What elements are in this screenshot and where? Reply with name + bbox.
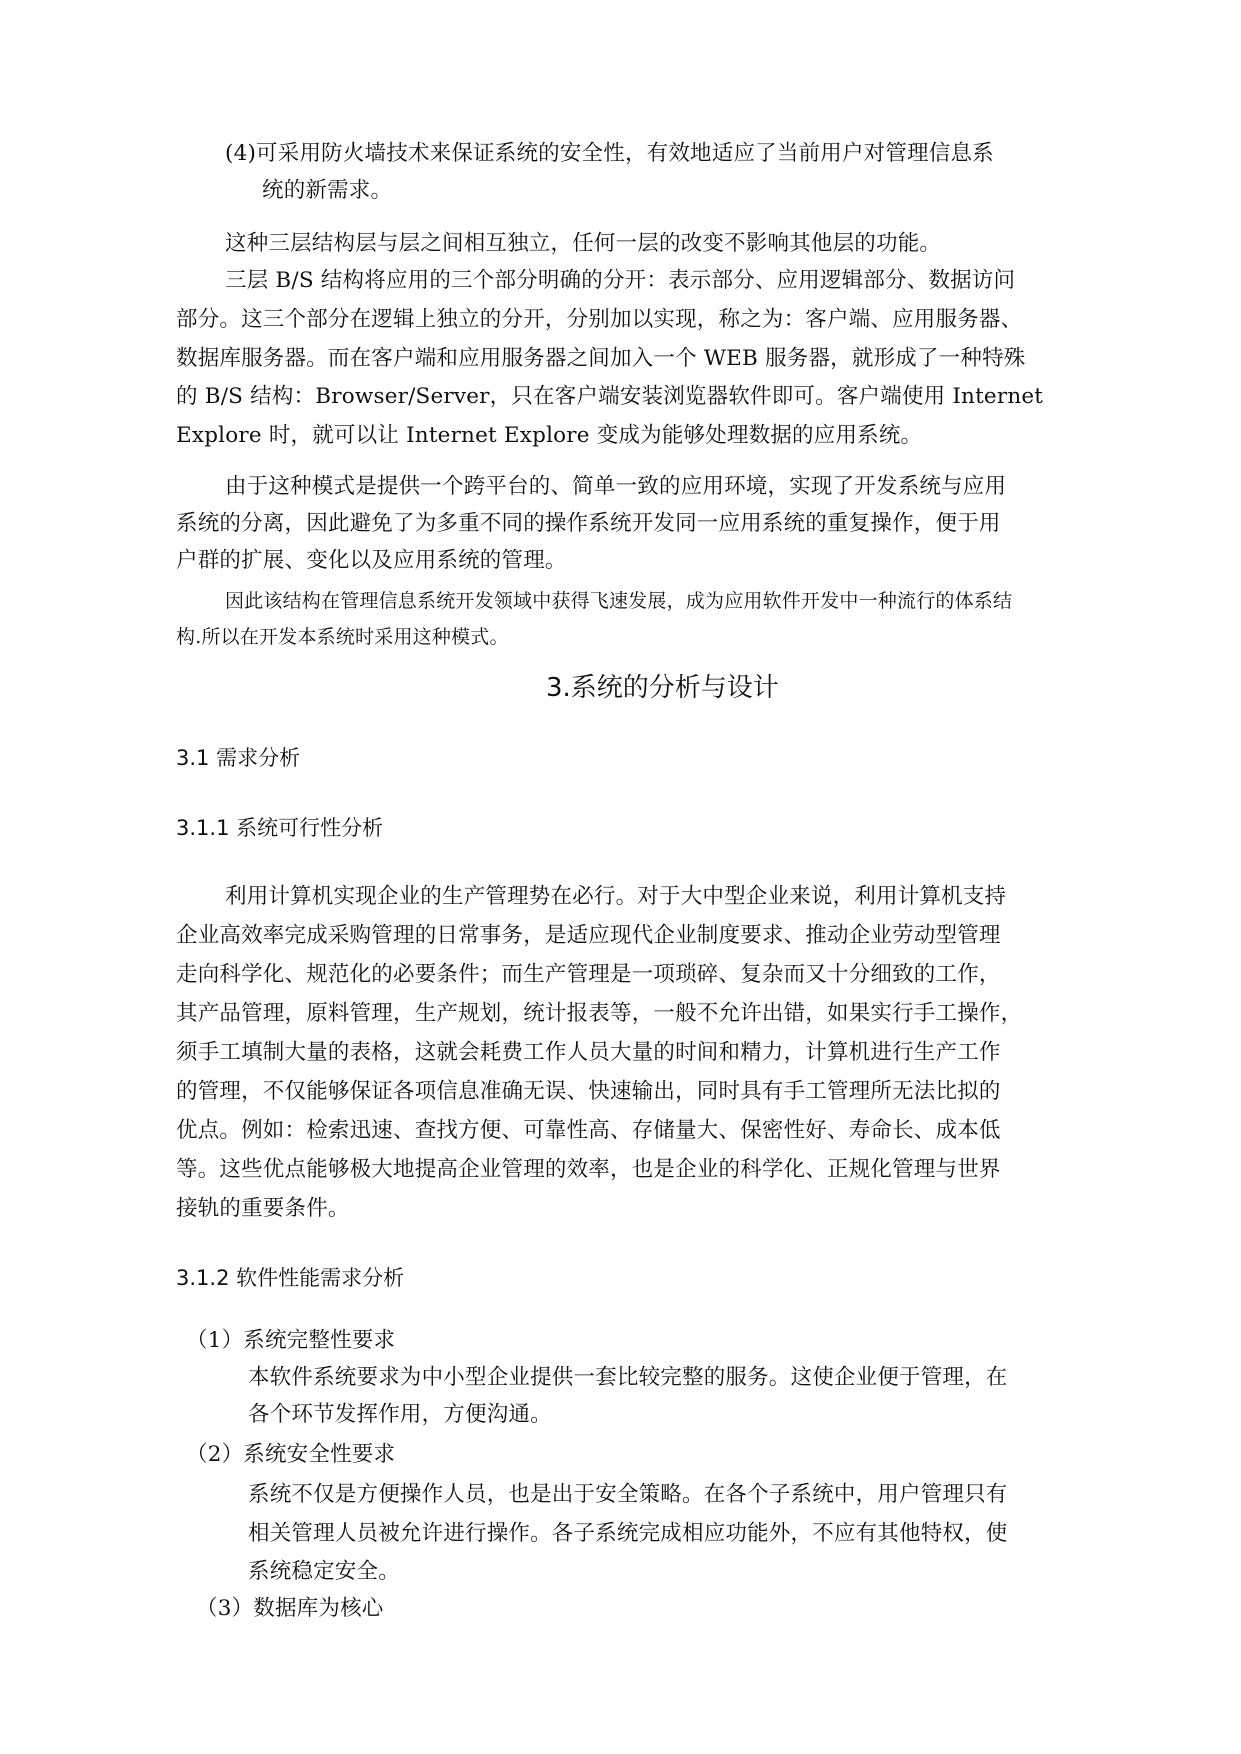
paragraph-bs-line-4: 的 B/S 结构：Browser/Server，只在客户端安装浏览器软件即可。客户端使用 Internet (176, 384, 1044, 409)
section-3-1-1-heading: 3.1.1 系统可行性分析 (176, 816, 384, 840)
paragraph-bs-line-1: 三层 B/S 结构将应用的三个部分明确的分开：表示部分、应用逻辑部分、数据访问 (225, 268, 1016, 293)
paragraph-conclusion-line-2: 构.所以在开发本系统时采用这种模式。 (176, 626, 509, 648)
feasibility-line-9: 接轨的重要条件。 (176, 1196, 350, 1221)
requirement-2-line-3: 系统稳定安全。 (248, 1559, 400, 1584)
requirement-1-line-2: 各个环节发挥作用，方便沟通。 (248, 1402, 552, 1427)
requirement-1-line-1: 本软件系统要求为中小型企业提供一套比较完整的服务。这使企业便于管理，在 (248, 1365, 1008, 1390)
item-4-line-2: 统的新需求。 (262, 178, 393, 203)
paragraph-bs-line-2: 部分。这三个部分在逻辑上独立的分开，分别加以实现，称之为：客户端、应用服务器、 (176, 307, 1023, 332)
section-3-1-2-heading: 3.1.2 软件性能需求分析 (176, 1266, 405, 1290)
requirement-2-line-2: 相关管理人员被允许进行操作。各子系统完成相应功能外，不应有其他特权，使 (248, 1521, 1008, 1546)
item-4-line-1: (4)可采用防火墙技术来保证系统的安全性，有效地适应了当前用户对管理信息系 (225, 141, 994, 166)
paragraph-layer-independence: 这种三层结构层与层之间相互独立，任何一层的改变不影响其他层的功能。 (225, 231, 942, 256)
paragraph-platform-line-3: 户群的扩展、变化以及应用系统的管理。 (176, 548, 567, 573)
requirement-1-title: （1）系统完整性要求 (186, 1328, 396, 1353)
requirement-2-title: （2）系统安全性要求 (186, 1442, 396, 1467)
chapter-title: 3.系统的分析与设计 (546, 673, 779, 703)
requirement-3-title: （3）数据库为核心 (196, 1596, 384, 1621)
feasibility-line-1: 利用计算机实现企业的生产管理势在必行。对于大中型企业来说，利用计算机支持 (225, 884, 1007, 909)
feasibility-line-6: 的管理，不仅能够保证各项信息准确无误、快速输出，同时具有手工管理所无法比拟的 (176, 1079, 1001, 1104)
feasibility-line-7: 优点。例如：检索迅速、查找方便、可靠性高、存储量大、保密性好、寿命长、成本低 (176, 1118, 1001, 1143)
feasibility-line-5: 须手工填制大量的表格，这就会耗费工作人员大量的时间和精力，计算机进行生产工作 (176, 1040, 1001, 1065)
paragraph-platform-line-2: 系统的分离，因此避免了为多重不同的操作系统开发同一应用系统的重复操作，便于用 (176, 511, 1001, 536)
paragraph-conclusion-line-1: 因此该结构在管理信息系统开发领域中获得飞速发展，成为应用软件开发中一种流行的体系结 (225, 590, 1013, 612)
paragraph-platform-line-1: 由于这种模式是提供一个跨平台的、简单一致的应用环境，实现了开发系统与应用 (225, 474, 1007, 499)
requirement-2-line-1: 系统不仅是方便操作人员，也是出于安全策略。在各个子系统中，用户管理只有 (248, 1482, 1008, 1507)
paragraph-bs-line-5: Explore 时，就可以让 Internet Explore 变成为能够处理数据的应用系统。 (176, 423, 923, 448)
feasibility-line-2: 企业高效率完成采购管理的日常事务，是适应现代企业制度要求、推动企业劳动型管理 (176, 923, 1001, 948)
feasibility-line-4: 其产品管理，原料管理，生产规划，统计报表等，一般不允许出错，如果实行手工操作， (176, 1001, 1023, 1026)
paragraph-bs-line-3: 数据库服务器。而在客户端和应用服务器之间加入一个 WEB 服务器，就形成了一种特殊 (176, 346, 1026, 371)
section-3-1-heading: 3.1 需求分析 (176, 746, 301, 770)
feasibility-line-8: 等。这些优点能够极大地提高企业管理的效率，也是企业的科学化、正规化管理与世界 (176, 1157, 1001, 1182)
feasibility-line-3: 走向科学化、规范化的必要条件；而生产管理是一项琐碎、复杂而又十分细致的工作， (176, 962, 1001, 987)
